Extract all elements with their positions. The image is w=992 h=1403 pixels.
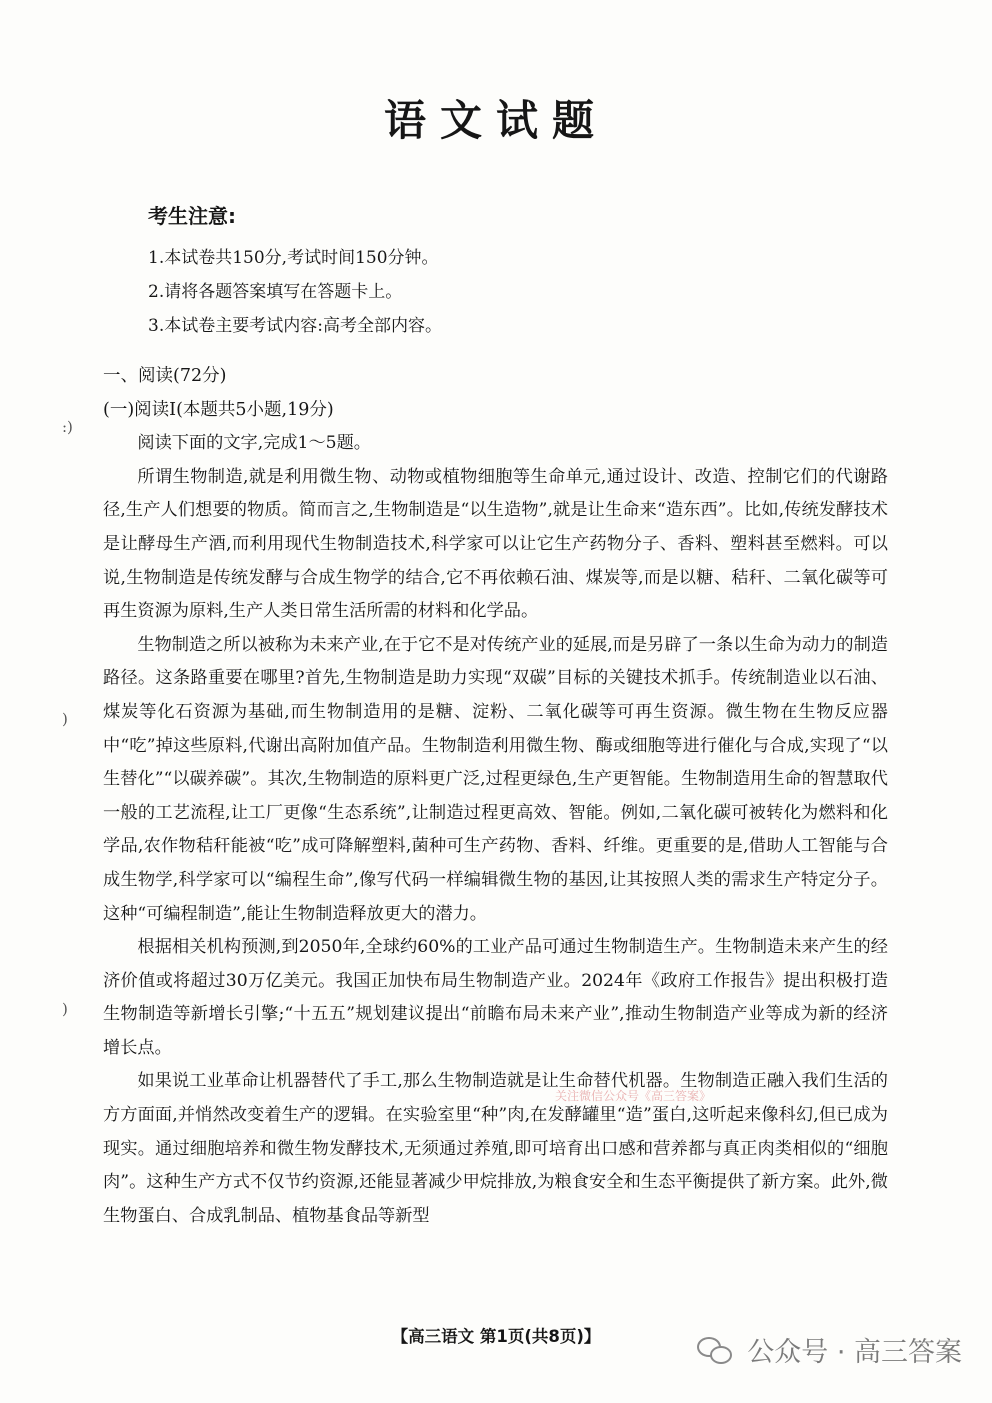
candidate-notice [148, 200, 442, 343]
notice-item: 3.本试卷主要考试内容:高考全部内容。 [148, 316, 442, 336]
passage-paragraph: 根据相关机构预测,到2050年,全球约60%的工业产品可通过生物制造生产。生物制造未来产生的经济价值或将超过30万亿美元。我国正加快布局生物制造产业。2024年《政府工作报告》提出积极打造生物制造等新增长引擎;“十五五”规划建议提出“前瞻布局未来产业”,推动生物制造产业等成为新的经济增长点。 [103, 937, 888, 1058]
notice-heading: 考生注意: [148, 204, 236, 228]
watermark-text: 关注微信公众号《高三答案》 [555, 1089, 712, 1103]
wechat-icon [697, 1335, 733, 1365]
wechat-watermark [697, 1330, 962, 1369]
reading-section [103, 360, 888, 1233]
page-title: 语文试题 [383, 96, 608, 145]
binding-margin-mark: ) [62, 710, 68, 728]
notice-item: 2.请将各题答案填写在答题卡上。 [148, 282, 403, 302]
passage-paragraph: 生物制造之所以被称为未来产业,在于它不是对传统产业的延展,而是另辟了一条以生命为动力的制造路径。这条路重要在哪里?首先,生物制造是助力实现“双碳”目标的关键技术抓手。传统制造业以石油、煤炭等化石资源为基础,而生物制造用的是糖、淀粉、二氧化碳等可再生资源。微生物在生物反应器中“吃”掉这些原料,代谢出高附加值产品。生物制造利用微生物、酶或细胞等进行催化与合成,实现了“以生替化”“以碳养碳”。其次,生物制造的原料更广泛,过程更绿色,生产更智能。生物制造用生命的智慧取代一般的工艺流程,让工厂更像“生态系统”,让制造过程更高效、智能。例如,二氧化碳可被转化为燃料和化学品,农作物秸秆能被“吃”成可降解塑料,菌种可生产药物、香料、纤维。更重要的是,借助人工智能与合成生物学,科学家可以“编程生命”,像写代码一样编辑微生物的基因,让其按照人类的需求生产特定分子。这种“可编程制造”,能让生物制造释放更大的潜力。 [103, 634, 888, 924]
binding-margin-mark: :) [62, 418, 73, 436]
passage-paragraph: 所谓生物制造,就是利用微生物、动物或植物细胞等生命单元,通过设计、改造、控制它们的代谢路径,生产人们想要的物质。简而言之,生物制造是“以生造物”,就是让生命来“造东西”。比如,传统发酵技术是让酵母生产酒,而利用现代生物制造技术,科学家可以让它生产药物分子、香料、塑料甚至燃料。可以说,生物制造是传统发酵与合成生物学的结合,它不再依赖石油、煤炭等,而是以糖、秸秆、二氧化碳等可再生资源为原料,生产人类日常生活所需的材料和化学品。 [103, 466, 888, 622]
binding-margin-mark: ) [62, 1000, 68, 1018]
page-footer: 【高三语文 第1页(共8页)】 [391, 1327, 601, 1346]
subsection-title: (一)阅读Ⅰ(本题共5小题,19分) [103, 399, 334, 420]
passage-paragraph: 如果说工业革命让机器替代了手工,那么生物制造就是让生命替代机器。生物制造正融入我们生活的方方面面,并悄然改变着生产的逻辑。在实验室里“种”肉,在发酵罐里“造”蛋白,这听起来像科幻,但已成为现实。通过细胞培养和微生物发酵技术,无须通过养殖,即可培育出口感和营养都与真正肉类相似的“细胞肉”。这种生产方式不仅节约资源,还能显著减少甲烷排放,为粮食安全和生态平衡提供了新方案。此外,微生物蛋白、合成乳制品、植物基食品等新型 [103, 1071, 888, 1226]
watermark-label: 公众号 · 高三答案 [747, 1337, 962, 1368]
notice-item: 1.本试卷共150分,考试时间150分钟。 [148, 248, 439, 268]
instruction-text: 阅读下面的文字,完成1～5题。 [137, 433, 371, 454]
section-title: 一、阅读(72分) [103, 366, 227, 386]
